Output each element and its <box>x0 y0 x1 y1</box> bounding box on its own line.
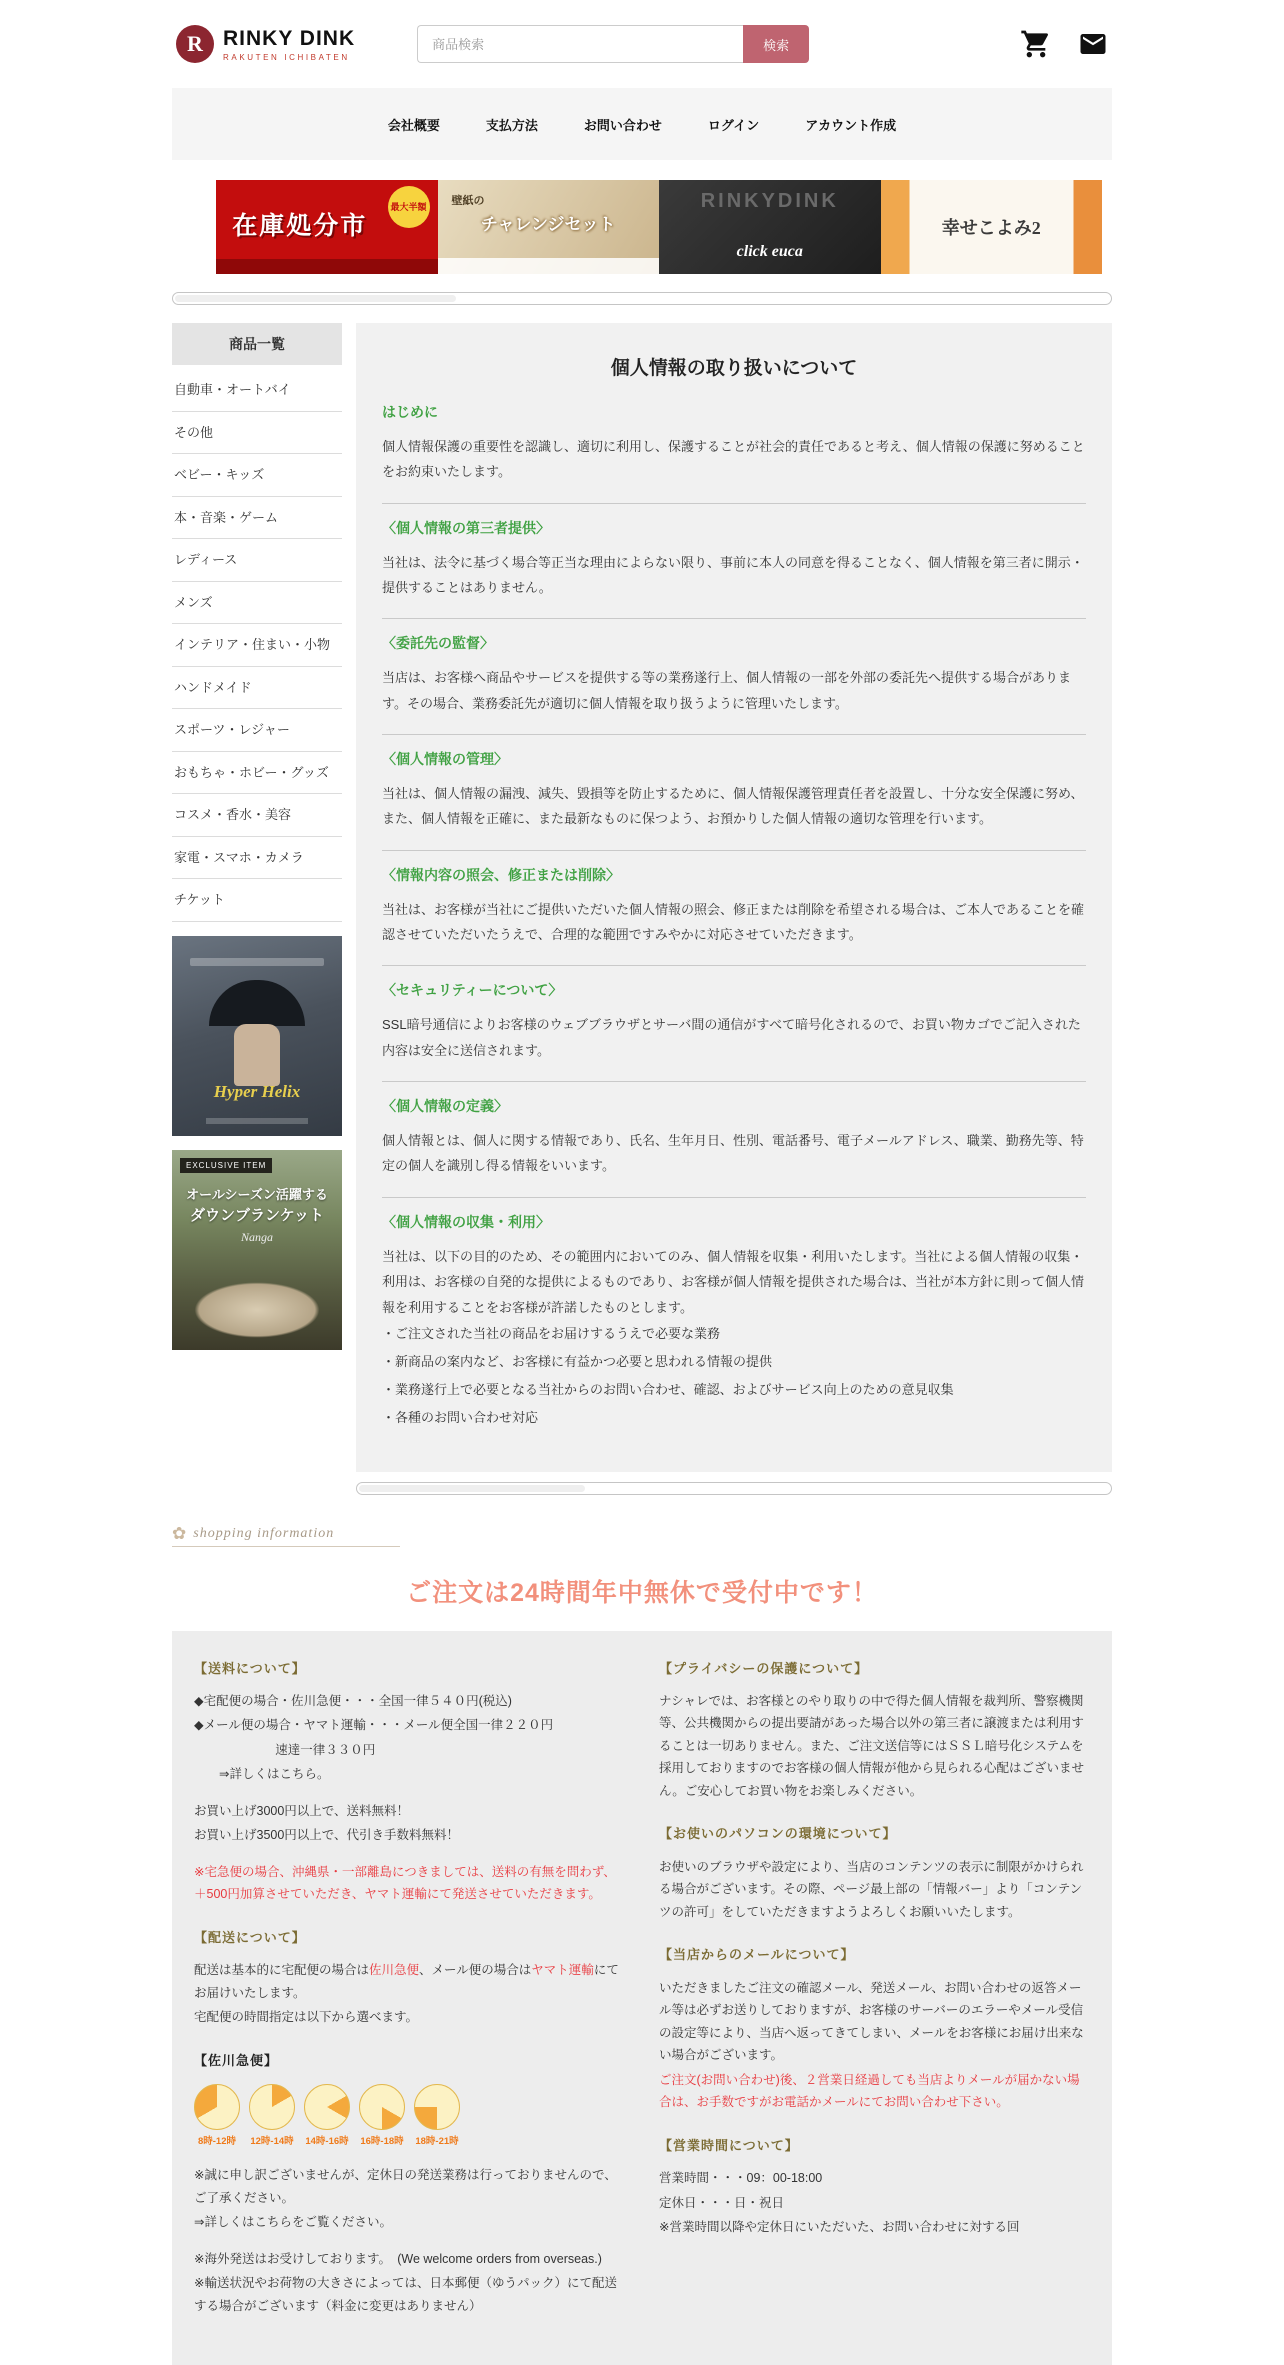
time-slot <box>359 2084 405 2150</box>
sidebar-item-mens[interactable]: メンズ <box>172 582 342 625</box>
person-figure <box>234 1024 280 1086</box>
banner-click-euca[interactable] <box>659 180 881 274</box>
cart-icon[interactable] <box>1020 28 1052 60</box>
umbrella-icon <box>209 980 305 1026</box>
carrier-sagawa: 佐川急便 <box>369 1963 420 1978</box>
delivery-details-link[interactable]: ⇒詳しくはこちらをご覧ください。 <box>194 2215 392 2230</box>
section-body: 当社は、以下の目的のため、その範囲内においてのみ、個人情報を収集・利用いたします。当社による個人情報の収集・利用は、お客様の自発的な提供によるものであり、お客様が個人情報を提供された場合は、当社が本方針に則って個人情報を利用することをお客様が許諾したものとします。 <box>382 1248 1085 1315</box>
nav-item-payment[interactable]: 支払方法 <box>485 117 538 133</box>
pc-environment-heading: 【お使いのパソコンの環境について】 <box>659 1826 897 1842</box>
time-slot-label: 14時-16時 <box>305 2136 349 2148</box>
main-area <box>172 323 1112 1472</box>
policy-section-definition <box>382 1081 1086 1197</box>
section-heading: 〈個人情報の収集・利用〉 <box>382 1213 550 1230</box>
exclusive-item-badge: EXCLUSIVE ITEM <box>180 1158 272 1173</box>
section-body: 当社は、個人情報の漏洩、減失、毀損等を防止するために、個人情報保護管理責任者を設置し、十分な安全保護に努め、また、個人情報を正確に、また最新なものに保つよう、お預かりした個人情報の適切な管理を行います。 <box>382 786 1084 827</box>
store-mail-body: いただきましたご注文の確認メール、発送メール、お問い合わせの返答メール等は必ずお送りしておりますが、お客様のサーバーのエラーやメール受信の設定等により、当店へ返ってきてしまい、メールをお客様にお届け出来ない場合がございます。 <box>659 1980 1084 2063</box>
store-mail-heading: 【当店からのメールについて】 <box>659 1947 855 1963</box>
sidebar-item-ladies[interactable]: レディース <box>172 539 342 582</box>
nav-item-create-account[interactable]: アカウント作成 <box>805 117 897 133</box>
japanpost-note: ※輸送状況やお荷物の大きさによっては、日本郵便（ゆうパック）にて配送する場合がございます（料金に変更はありません） <box>194 2276 617 2313</box>
footer-info-box <box>172 1631 1112 2365</box>
time-slot-label: 8時-12時 <box>197 2136 236 2148</box>
okinawa-surcharge-note: ※宅急便の場合、沖縄県・一部離島につきましては、送料の有無を問わず、＋500円加算させていただき、ヤマト運輸にて発送させていただきます。 <box>194 1864 616 1902</box>
sidebar-item-tickets[interactable]: チケット <box>172 879 342 922</box>
banner-title: 在庫処分市 <box>232 212 368 240</box>
banner-subtitle: 壁紙の <box>451 195 485 207</box>
policy-section-contractor <box>382 618 1086 734</box>
ad-title: Hyper Helix <box>213 1081 301 1101</box>
free-cod-line: お買い上げ3500円以上で、代引き手数料無料！ <box>194 1828 460 1843</box>
banner-challenge-set[interactable] <box>438 180 660 274</box>
policy-section-inquiry <box>382 850 1086 966</box>
time-select-line: 宅配便の時間指定は以下から選べます。 <box>194 2010 419 2025</box>
banner-watermark: RINKYDINK <box>700 190 839 212</box>
footer-right-column <box>659 1657 1090 2320</box>
carrier-yamato: ヤマト運輸 <box>531 1963 594 1978</box>
section-body: 個人情報とは、個人に関する情報であり、氏名、生年月日、性別、電話番号、電子メールアドレス、職業、勤務先等、特定の個人を識別し得る情報をいいます。 <box>382 1133 1084 1174</box>
nav-item-login[interactable]: ログイン <box>707 117 760 133</box>
section-heading: はじめに <box>382 404 438 420</box>
section-heading: 〈セキュリティーについて〉 <box>382 982 563 999</box>
footer-left-column <box>194 1657 625 2320</box>
sidebar-item-handmade[interactable]: ハンドメイド <box>172 667 342 710</box>
shopping-information-label <box>172 1525 400 1547</box>
holiday-note: ※誠に申し訳ございませんが、定休日の発送業務は行っておりませんので、ご了承ください。 <box>194 2168 617 2205</box>
section-body: 当店は、お客様へ商品やサービスを提供する等の業務遂行上、個人情報の一部を外部の委託先へ提供する場合があります。その場合、業務委託先が適切に個人情報を取り扱うように管理いたします。 <box>382 670 1072 711</box>
delivery-carriers-line <box>194 1959 625 2004</box>
policy-section-security <box>382 965 1086 1081</box>
delivery-heading: 【配送について】 <box>194 1929 306 1945</box>
section-heading: 〈委託先の監督〉 <box>382 635 494 652</box>
overseas-note: ※海外発送はお受けしております。 (We welcome orders from overseas.) <box>194 2251 602 2266</box>
content-scrollbar[interactable] <box>356 1482 1112 1495</box>
delivery-time-pie-icon <box>304 2084 350 2130</box>
pc-environment-body: お使いのブラウザや設定により、当店のコンテンツの表示に制限がかけられる場合がございます。その際、ページ最上部の「情報バー」より「コンテンツの許可」をしていただきますようよろしくお願いいたします。 <box>659 1859 1084 1919</box>
policy-section-third-party <box>382 503 1086 619</box>
time-slot-label: 12時-14時 <box>250 2136 294 2148</box>
delivery-text: 配送は基本的に宅配便の場合は <box>194 1963 370 1978</box>
page <box>172 0 1112 2365</box>
logo-initial: R <box>187 31 203 56</box>
logo-text-block <box>223 27 355 62</box>
delivery-time-pie-icon <box>249 2084 295 2130</box>
time-slot-label: 16時-18時 <box>360 2136 404 2148</box>
banner-title: click euca <box>736 243 803 260</box>
delivery-time-pie-icon <box>194 2084 240 2130</box>
half-price-badge: 最大半額 <box>388 186 430 228</box>
section-body: 個人情報保護の重要性を認識し、適切に利用し、保護することが社会的責任であると考え、個人情報の保護に努めることをお約束いたします。 <box>382 439 1085 480</box>
after-hours-note: ※営業時間以降や定休日にいただいた、お問い合わせに対する回 <box>659 2220 1020 2235</box>
sidebar <box>172 323 342 1350</box>
sidebar-item-others[interactable]: その他 <box>172 412 342 455</box>
time-slot <box>249 2084 295 2150</box>
sidebar-item-toys-hobby[interactable]: おもちゃ・ホビー・グッズ <box>172 752 342 795</box>
shopping-information-text: shopping information <box>193 1525 335 1541</box>
delivery-time-pie-icon <box>414 2084 460 2130</box>
search-button[interactable]: 検索 <box>743 25 809 63</box>
order-24h-heading: ご注文は24時間年中無休で受付中です！ <box>406 1578 878 1607</box>
business-hours-line: 営業時間・・・09：00-18:00 <box>659 2171 823 2186</box>
search-input[interactable] <box>417 25 743 63</box>
scrollbar-handle[interactable] <box>359 1485 585 1492</box>
logo-icon <box>176 25 214 63</box>
ad-title: ダウンブランケット <box>190 1206 324 1224</box>
time-slot-label: 18時-21時 <box>415 2136 459 2148</box>
privacy-heading: 【プライバシーの保護について】 <box>659 1660 869 1676</box>
section-heading: 〈個人情報の第三者提供〉 <box>382 519 550 536</box>
logo[interactable] <box>176 25 355 63</box>
section-heading: 〈個人情報の管理〉 <box>382 751 508 768</box>
flower-icon: ✿ <box>172 1523 187 1543</box>
sidebar-title: 商品一覧 <box>172 323 342 365</box>
banner-title: 幸せこよみ2 <box>941 218 1041 238</box>
privacy-policy-content <box>356 323 1112 1472</box>
ad-brand-script: Nanga <box>240 1229 273 1244</box>
bullet-item: ・各種のお問い合わせ対応 <box>382 1409 539 1425</box>
category-list <box>172 369 342 922</box>
sidebar-item-cars[interactable]: 自動車・オートバイ <box>172 369 342 412</box>
scrollbar-handle[interactable] <box>175 295 456 302</box>
shipping-line: ◆宅配便の場合・佐川急便・・・全国一律５４０円(税込) <box>194 1693 512 1708</box>
privacy-body: ナシャレでは、お客様とのやり取りの中で得た個人情報を裁判所、警察機関等、公共機関からの提出要請があった場合以外の第三者に譲渡または利用することは一切ありません。また、ご注文送信等にはＳＳＬ暗号化システムを採用しておりますのでお客様の個人情報が他から見られる心配はございません。ご安心してお買い物をお楽しみください。 <box>659 1693 1085 1798</box>
section-body: SSL暗号通信によりお客様のウェブブラウザとサーバ間の通信がすべて暗号化されるので、お買い物カゴでご記入された内容は安全に送信されます。 <box>382 1017 1081 1058</box>
sidebar-ad-umbrella[interactable] <box>172 936 342 1136</box>
sidebar-item-cosmetics[interactable]: コスメ・香水・美容 <box>172 794 342 837</box>
ad-footnote-placeholder <box>206 1118 308 1124</box>
logo-name: RINKY DINK <box>223 26 356 50</box>
search-bar <box>417 25 809 63</box>
section-body: 当社は、お客様が当社にご提供いただいた個人情報の照会、修正または削除を希望される場合は、ご本人であることを確認させていただいたうえで、合理的な範囲ですみやかに対応させていただきます。 <box>382 901 1085 943</box>
logo-subtitle: RAKUTEN ICHIBATEN <box>223 52 350 62</box>
banner-stock-clearance[interactable] <box>216 180 438 274</box>
banner-caption-strip <box>438 258 660 274</box>
policy-section-intro <box>382 388 1086 503</box>
banner-shiawase-koyomi[interactable] <box>881 180 1103 274</box>
delivery-text: にてお届けいたします。 <box>194 1963 619 2000</box>
sidebar-item-interior[interactable]: インテリア・住まい・小物 <box>172 624 342 667</box>
sidebar-ad-blanket[interactable] <box>172 1150 342 1350</box>
sagawa-heading: 【佐川急便】 <box>194 2052 279 2068</box>
policy-section-collection <box>382 1197 1086 1450</box>
section-heading: 〈個人情報の定義〉 <box>382 1098 508 1115</box>
carousel-scrollbar[interactable] <box>172 292 1112 305</box>
section-body: 当社は、法令に基づく場合等正当な理由によらない限り、事前に本人の同意を得ることなく、個人情報を第三者に開示・提供することはありません。 <box>382 554 1084 596</box>
shipping-heading: 【送料について】 <box>194 1660 306 1676</box>
banner-carousel <box>216 180 1102 274</box>
section-heading: 〈情報内容の照会、修正または削除〉 <box>382 866 620 883</box>
shipping-line: ◆メール便の場合・ヤマト運輸・・・メール便全国一律２２０円 <box>194 1718 554 1733</box>
business-hours-heading: 【営業時間について】 <box>659 2137 799 2153</box>
delivery-time-slots <box>194 2084 625 2150</box>
ad-caption-placeholder <box>190 958 324 966</box>
policy-section-management <box>382 734 1086 850</box>
banner-title: チャレンジセット <box>480 215 616 234</box>
bullet-item: ・ご注文された当社の商品をお届けするうえで必要な業務 <box>382 1325 721 1341</box>
shipping-line: 速達一律３３０円 <box>275 1742 376 1757</box>
sidebar-item-sports-leisure[interactable]: スポーツ・レジャー <box>172 709 342 752</box>
ad-subtitle: オールシーズン活躍する <box>186 1186 328 1202</box>
store-mail-warning: ご注文(お問い合わせ)後、２営業日経過しても当店よりメールが届かない場合は、お手数ですがお電話かメールにてお問い合わせ下さい。 <box>659 2072 1080 2110</box>
time-slot <box>194 2084 240 2150</box>
bullet-item: ・業務遂行上で必要となる当社からのお問い合わせ、確認、およびサービス向上のための意見収集 <box>382 1381 954 1397</box>
sidebar-item-baby-kids[interactable]: ベビー・キッズ <box>172 454 342 497</box>
nav-item-company-info[interactable]: 会社概要 <box>387 117 440 133</box>
time-slot <box>304 2084 350 2150</box>
page-title: 個人情報の取り扱いについて <box>610 358 858 379</box>
holiday-line: 定休日・・・日・祝日 <box>659 2195 785 2210</box>
mail-icon[interactable] <box>1078 29 1108 59</box>
free-shipping-line: お買い上げ3000円以上で、送料無料！ <box>194 1803 410 1818</box>
sidebar-item-appliances[interactable]: 家電・スマホ・カメラ <box>172 837 342 880</box>
bullet-item: ・新商品の案内など、お客様に有益かつ必要と思われる情報の提供 <box>382 1353 773 1369</box>
main-nav <box>172 88 1112 160</box>
time-slot <box>414 2084 460 2150</box>
sidebar-item-books-music-games[interactable]: 本・音楽・ゲーム <box>172 497 342 540</box>
shipping-details-link[interactable]: ⇒詳しくはこちら。 <box>219 1767 330 1782</box>
delivery-text: 、メール便の場合は <box>419 1963 532 1978</box>
delivery-time-pie-icon <box>359 2084 405 2130</box>
header-icons <box>1020 28 1108 60</box>
header <box>172 0 1112 88</box>
nav-item-contact[interactable]: お問い合わせ <box>583 117 662 133</box>
